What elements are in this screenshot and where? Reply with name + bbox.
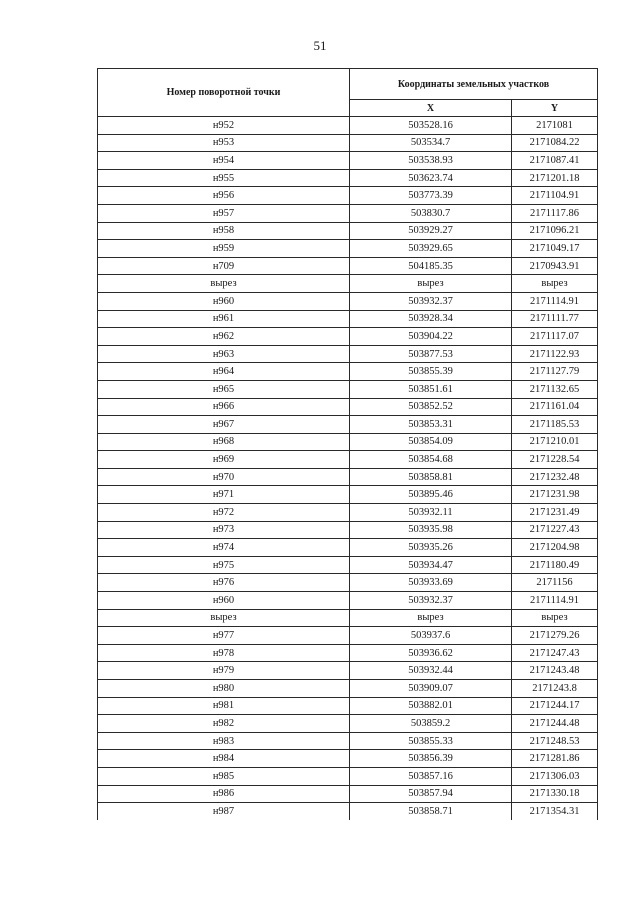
point-number-cell: н956 [98,187,350,205]
point-number-cell: н978 [98,644,350,662]
point-number-cell: н968 [98,433,350,451]
x-coordinate-cell: 503932.11 [350,504,512,522]
point-number-cell: н972 [98,504,350,522]
y-coordinate-cell: 2171227.43 [512,521,598,539]
table-row [98,345,598,363]
table-row [98,486,598,504]
table-row [98,187,598,205]
y-coordinate-cell: 2171161.04 [512,398,598,416]
x-coordinate-cell: 503859.2 [350,715,512,733]
point-number-cell: н967 [98,416,350,434]
x-coordinate-cell: 503932.37 [350,292,512,310]
point-number-cell: н964 [98,363,350,381]
point-number-cell: н958 [98,222,350,240]
x-coordinate-cell: 503830.7 [350,204,512,222]
table-row [98,451,598,469]
header-point-number: Номер поворотной точки [98,69,350,117]
table-header [98,69,598,117]
point-number-cell: н970 [98,468,350,486]
y-coordinate-cell: 2171244.17 [512,697,598,715]
y-coordinate-cell: 2171117.86 [512,204,598,222]
x-coordinate-cell: 503933.69 [350,574,512,592]
x-coordinate-cell: 503935.98 [350,521,512,539]
table-row [98,117,598,135]
table-row [98,169,598,187]
y-coordinate-cell: 2171201.18 [512,169,598,187]
point-number-cell: н969 [98,451,350,469]
y-coordinate-cell: 2171243.48 [512,662,598,680]
table-row [98,627,598,645]
x-coordinate-cell: 503882.01 [350,697,512,715]
table-row [98,204,598,222]
point-number-cell: н961 [98,310,350,328]
x-coordinate-cell: 503932.37 [350,592,512,610]
header-y: Y [512,100,598,117]
y-coordinate-cell: вырез [512,275,598,293]
table-row [98,328,598,346]
y-coordinate-cell: 2171096.21 [512,222,598,240]
y-coordinate-cell: 2171330.18 [512,785,598,803]
x-coordinate-cell: 503929.27 [350,222,512,240]
header-x: X [350,100,512,117]
point-number-cell: н975 [98,556,350,574]
y-coordinate-cell: 2171210.01 [512,433,598,451]
x-coordinate-cell: вырез [350,275,512,293]
table-row [98,803,598,820]
table-row [98,275,598,293]
table-row [98,715,598,733]
table-row [98,592,598,610]
y-coordinate-cell: 2171306.03 [512,767,598,785]
y-coordinate-cell: 2171279.26 [512,627,598,645]
table-row [98,292,598,310]
y-coordinate-cell: 2171231.49 [512,504,598,522]
point-number-cell: н966 [98,398,350,416]
point-number-cell: н976 [98,574,350,592]
table-row [98,767,598,785]
y-coordinate-cell: 2171243.8 [512,680,598,698]
point-number-cell: н974 [98,539,350,557]
point-number-cell: н973 [98,521,350,539]
x-coordinate-cell: 503936.62 [350,644,512,662]
x-coordinate-cell: 503534.7 [350,134,512,152]
x-coordinate-cell: 503853.31 [350,416,512,434]
point-number-cell: н959 [98,240,350,258]
table-row [98,750,598,768]
table-row [98,416,598,434]
x-coordinate-cell: 503538.93 [350,152,512,170]
point-number-cell: н963 [98,345,350,363]
point-number-cell: н965 [98,380,350,398]
point-number-cell: н962 [98,328,350,346]
y-coordinate-cell: 2171132.65 [512,380,598,398]
x-coordinate-cell: 503858.71 [350,803,512,820]
x-coordinate-cell: 503909.07 [350,680,512,698]
x-coordinate-cell: 503773.39 [350,187,512,205]
x-coordinate-cell: 503929.65 [350,240,512,258]
point-number-cell: вырез [98,609,350,627]
y-coordinate-cell: 2171231.98 [512,486,598,504]
y-coordinate-cell: 2171087.41 [512,152,598,170]
coordinates-table [97,68,598,820]
point-number-cell: н977 [98,627,350,645]
point-number-cell: н955 [98,169,350,187]
point-number-cell: н980 [98,680,350,698]
y-coordinate-cell: 2171122.93 [512,345,598,363]
point-number-cell: н952 [98,117,350,135]
y-coordinate-cell: 2171185.53 [512,416,598,434]
table-row [98,433,598,451]
table-row [98,134,598,152]
table-row [98,644,598,662]
table-row [98,363,598,381]
table-row [98,680,598,698]
table-row [98,240,598,258]
point-number-cell: н971 [98,486,350,504]
y-coordinate-cell: 2171204.98 [512,539,598,557]
y-coordinate-cell: 2171281.86 [512,750,598,768]
x-coordinate-cell: 503855.33 [350,732,512,750]
x-coordinate-cell: 503857.16 [350,767,512,785]
x-coordinate-cell: 503895.46 [350,486,512,504]
table-row [98,539,598,557]
x-coordinate-cell: 503851.61 [350,380,512,398]
y-coordinate-cell: 2171127.79 [512,363,598,381]
x-coordinate-cell: 503854.68 [350,451,512,469]
y-coordinate-cell: 2171081 [512,117,598,135]
point-number-cell: н981 [98,697,350,715]
y-coordinate-cell: 2171114.91 [512,292,598,310]
point-number-cell: н953 [98,134,350,152]
x-coordinate-cell: 503937.6 [350,627,512,645]
point-number-cell: н982 [98,715,350,733]
table-row [98,504,598,522]
y-coordinate-cell: вырез [512,609,598,627]
table-row [98,785,598,803]
page-number: 51 [313,38,327,53]
x-coordinate-cell: 503855.39 [350,363,512,381]
x-coordinate-cell: 503852.52 [350,398,512,416]
table-row [98,609,598,627]
point-number-cell: н985 [98,767,350,785]
x-coordinate-cell: 503623.74 [350,169,512,187]
y-coordinate-cell: 2171156 [512,574,598,592]
point-number-cell: н709 [98,257,350,275]
y-coordinate-cell: 2170943.91 [512,257,598,275]
y-coordinate-cell: 2171228.54 [512,451,598,469]
y-coordinate-cell: 2171248.53 [512,732,598,750]
table-row [98,732,598,750]
header-coordinates: Координаты земельных участков [350,69,598,100]
y-coordinate-cell: 2171111.77 [512,310,598,328]
x-coordinate-cell: 503528.16 [350,117,512,135]
y-coordinate-cell: 2171232.48 [512,468,598,486]
table-body [98,117,598,820]
table-row [98,257,598,275]
x-coordinate-cell: 503858.81 [350,468,512,486]
point-number-cell: н984 [98,750,350,768]
point-number-cell: н979 [98,662,350,680]
table-row [98,468,598,486]
table-row [98,521,598,539]
x-coordinate-cell: 503877.53 [350,345,512,363]
y-coordinate-cell: 2171180.49 [512,556,598,574]
x-coordinate-cell: 503932.44 [350,662,512,680]
x-coordinate-cell: вырез [350,609,512,627]
table-row [98,697,598,715]
x-coordinate-cell: 503854.09 [350,433,512,451]
table-row [98,662,598,680]
point-number-cell: н987 [98,803,350,820]
x-coordinate-cell: 503928.34 [350,310,512,328]
table-row [98,310,598,328]
x-coordinate-cell: 503904.22 [350,328,512,346]
y-coordinate-cell: 2171104.91 [512,187,598,205]
x-coordinate-cell: 504185.35 [350,257,512,275]
y-coordinate-cell: 2171117.07 [512,328,598,346]
x-coordinate-cell: 503856.39 [350,750,512,768]
point-number-cell: н954 [98,152,350,170]
point-number-cell: н960 [98,292,350,310]
table-row [98,222,598,240]
point-number-cell: н983 [98,732,350,750]
table-row [98,556,598,574]
point-number-cell: н960 [98,592,350,610]
y-coordinate-cell: 2171114.91 [512,592,598,610]
point-number-cell: вырез [98,275,350,293]
y-coordinate-cell: 2171049.17 [512,240,598,258]
x-coordinate-cell: 503934.47 [350,556,512,574]
table-row [98,380,598,398]
table-row [98,574,598,592]
y-coordinate-cell: 2171247.43 [512,644,598,662]
x-coordinate-cell: 503857.94 [350,785,512,803]
x-coordinate-cell: 503935.26 [350,539,512,557]
y-coordinate-cell: 2171354.31 [512,803,598,820]
point-number-cell: н986 [98,785,350,803]
y-coordinate-cell: 2171084.22 [512,134,598,152]
table-row [98,398,598,416]
point-number-cell: н957 [98,204,350,222]
y-coordinate-cell: 2171244.48 [512,715,598,733]
table-row [98,152,598,170]
